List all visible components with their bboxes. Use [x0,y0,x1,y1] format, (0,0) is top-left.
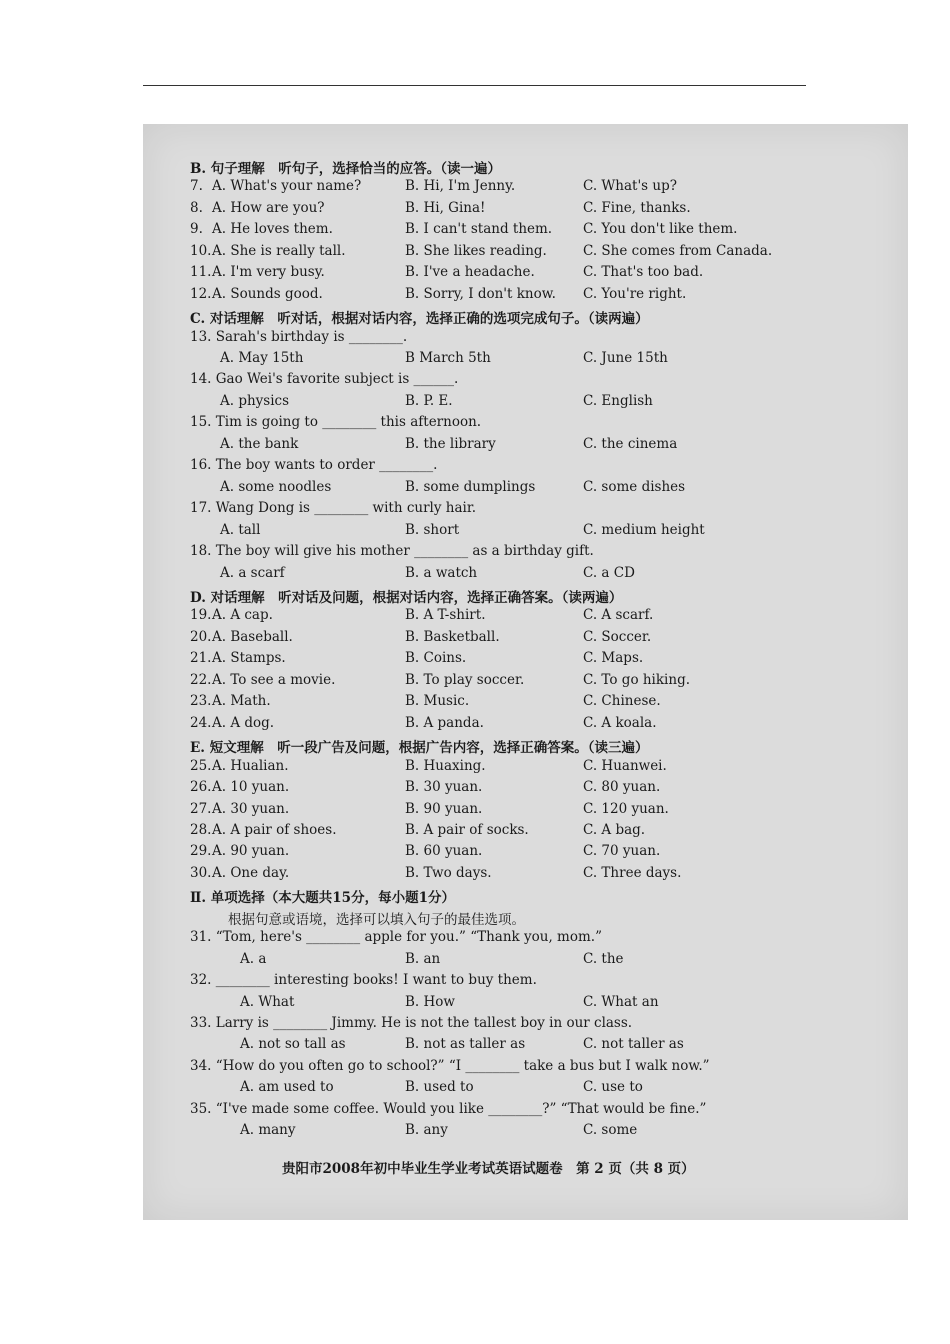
section-title: B. 句子理解 听句子，选择恰当的应答。（读一遍） [190,161,502,177]
section-title: E. 短文理解 听一段广告及问题，根据广告内容，选择正确答案。（读三遍） [190,740,649,756]
option-a: A. 90 yuan. [212,843,290,859]
instruction-text: 根据句意或语境，选择可以填入句子的最佳选项。 [228,912,525,928]
option-c: C. A koala. [583,715,657,731]
option-a: A. A dog. [212,715,275,731]
option-a: A. Stamps. [212,650,286,666]
question-number: 27. [190,801,212,817]
question-number: 7. [190,178,203,194]
option-b: B. Sorry, I don't know. [405,286,556,302]
option-b: B. Hi, Gina! [405,200,486,216]
option-b: B. P. E. [405,393,453,409]
option-a: A. Hualian. [212,758,289,774]
question-stem-text: 13. Sarah's birthday is ________. [190,329,408,345]
option-b: B. used to [405,1079,474,1095]
option-a: A. She is really tall. [212,243,346,259]
option-b: B. 60 yuan. [405,843,483,859]
option-b: B. the library [405,436,496,452]
question-stem-text: 31. “Tom, here's ________ apple for you.” “Thank you, mom.” [190,929,602,945]
question-stem-text: 16. The boy wants to order ________. [190,457,438,473]
option-c: C. She comes from Canada. [583,243,773,259]
option-a: A. Sounds good. [212,286,323,302]
option-b: B. Hi, I'm Jenny. [405,178,516,194]
option-b: B. any [405,1122,448,1138]
question-number: 9. [190,221,203,237]
question-number: 28. [190,822,212,838]
option-c: C. Fine, thanks. [583,200,691,216]
option-b: B. A T-shirt. [405,607,486,623]
option-c: C. some [583,1122,638,1138]
option-a: A. not so tall as [240,1036,346,1052]
option-a: A. One day. [212,865,290,881]
option-c: C. A scarf. [583,607,654,623]
option-b: B. A pair of socks. [405,822,529,838]
option-a: A. What [240,994,295,1010]
section-title: D. 对话理解 听对话及问题，根据对话内容，选择正确答案。（读两遍） [190,590,623,606]
option-a: A. a [240,951,267,967]
option-b: B. How [405,994,455,1010]
question-stem-text: 17. Wang Dong is ________ with curly hair. [190,500,477,516]
option-c: C. What an [583,994,659,1010]
option-a: A. the bank [220,436,299,452]
option-c: C. You're right. [583,286,687,302]
question-number: 29. [190,843,212,859]
option-a: A. He loves them. [212,221,333,237]
option-a: A. 30 yuan. [212,801,290,817]
option-a: A. May 15th [220,350,304,366]
option-c: C. June 15th [583,350,668,366]
option-b: B. To play soccer. [405,672,525,688]
question-number: 21. [190,650,212,666]
question-stem-text: 35. “I've made some coffee. Would you like ________?” “That would be fine.” [190,1101,707,1117]
option-c: C. some dishes [583,479,686,495]
option-c: C. Maps. [583,650,644,666]
question-number: 11. [190,264,212,280]
option-b: B. Two days. [405,865,492,881]
option-c: C. 80 yuan. [583,779,661,795]
option-a: A. many [240,1122,296,1138]
option-c: C. Three days. [583,865,682,881]
question-number: 10. [190,243,212,259]
top-rule [143,85,806,86]
option-a: A. I'm very busy. [212,264,325,280]
question-number: 22. [190,672,212,688]
option-a: A. Math. [212,693,271,709]
page-footer: 贵阳市2008年初中毕业生学业考试英语试题卷 第 2 页（共 8 页） [282,1161,695,1177]
option-a: A. tall [220,522,261,538]
option-b: B. not as taller as [405,1036,526,1052]
question-stem-text: 33. Larry is ________ Jimmy. He is not the tallest boy in our class. [190,1015,633,1031]
option-c: C. not taller as [583,1036,684,1052]
option-b: B. I've a headache. [405,264,535,280]
question-stem-text: 32. ________ interesting books! I want to buy them. [190,972,537,988]
option-b: B March 5th [405,350,491,366]
option-a: A. some noodles [220,479,332,495]
option-a: A. How are you? [212,200,325,216]
section-title: Ⅱ. 单项选择（本大题共15分，每小题1分） [190,890,455,906]
option-b: B. Coins. [405,650,467,666]
option-b: B. Basketball. [405,629,500,645]
question-stem-text: 18. The boy will give his mother ________ as a birthday gift. [190,543,594,559]
question-number: 25. [190,758,212,774]
option-a: A. Baseball. [212,629,293,645]
question-number: 12. [190,286,212,302]
question-number: 30. [190,865,212,881]
option-c: C. the cinema [583,436,678,452]
option-c: C. medium height [583,522,705,538]
option-c: C. English [583,393,653,409]
option-c: C. 70 yuan. [583,843,661,859]
option-b: B. Music. [405,693,470,709]
question-number: 8. [190,200,203,216]
option-c: C. That's too bad. [583,264,704,280]
option-c: C. 120 yuan. [583,801,669,817]
question-stem-text: 34. “How do you often go to school?” “I ________ take a bus but I walk now.” [190,1058,710,1074]
option-b: B. short [405,522,460,538]
option-b: B. a watch [405,565,478,581]
option-c: C. You don't like them. [583,221,738,237]
option-a: A. a scarf [220,565,285,581]
option-c: C. the [583,951,624,967]
option-b: B. 30 yuan. [405,779,483,795]
question-number: 24. [190,715,212,731]
question-number: 23. [190,693,212,709]
option-a: A. What's your name? [212,178,362,194]
option-c: C. use to [583,1079,643,1095]
question-stem-text: 14. Gao Wei's favorite subject is ______. [190,371,459,387]
section-title: C. 对话理解 听对话，根据对话内容，选择正确的选项完成句子。（读两遍） [190,311,649,327]
option-a: A. To see a movie. [212,672,336,688]
option-c: C. Huanwei. [583,758,667,774]
option-a: A. A cap. [212,607,273,623]
question-number: 26. [190,779,212,795]
question-stem-text: 15. Tim is going to ________ this afternoon. [190,414,482,430]
option-b: B. She likes reading. [405,243,547,259]
option-a: A. A pair of shoes. [212,822,337,838]
option-a: A. 10 yuan. [212,779,290,795]
option-b: B. an [405,951,441,967]
option-b: B. A panda. [405,715,484,731]
option-c: C. Chinese. [583,693,661,709]
option-b: B. I can't stand them. [405,221,553,237]
option-a: A. physics [220,393,290,409]
option-c: C. To go hiking. [583,672,691,688]
option-b: B. some dumplings [405,479,536,495]
option-c: C. Soccer. [583,629,652,645]
option-c: C. a CD [583,565,635,581]
option-b: B. 90 yuan. [405,801,483,817]
option-b: B. Huaxing. [405,758,486,774]
question-number: 20. [190,629,212,645]
option-a: A. am used to [240,1079,334,1095]
option-c: C. A bag. [583,822,646,838]
question-number: 19. [190,607,212,623]
option-c: C. What's up? [583,178,677,194]
